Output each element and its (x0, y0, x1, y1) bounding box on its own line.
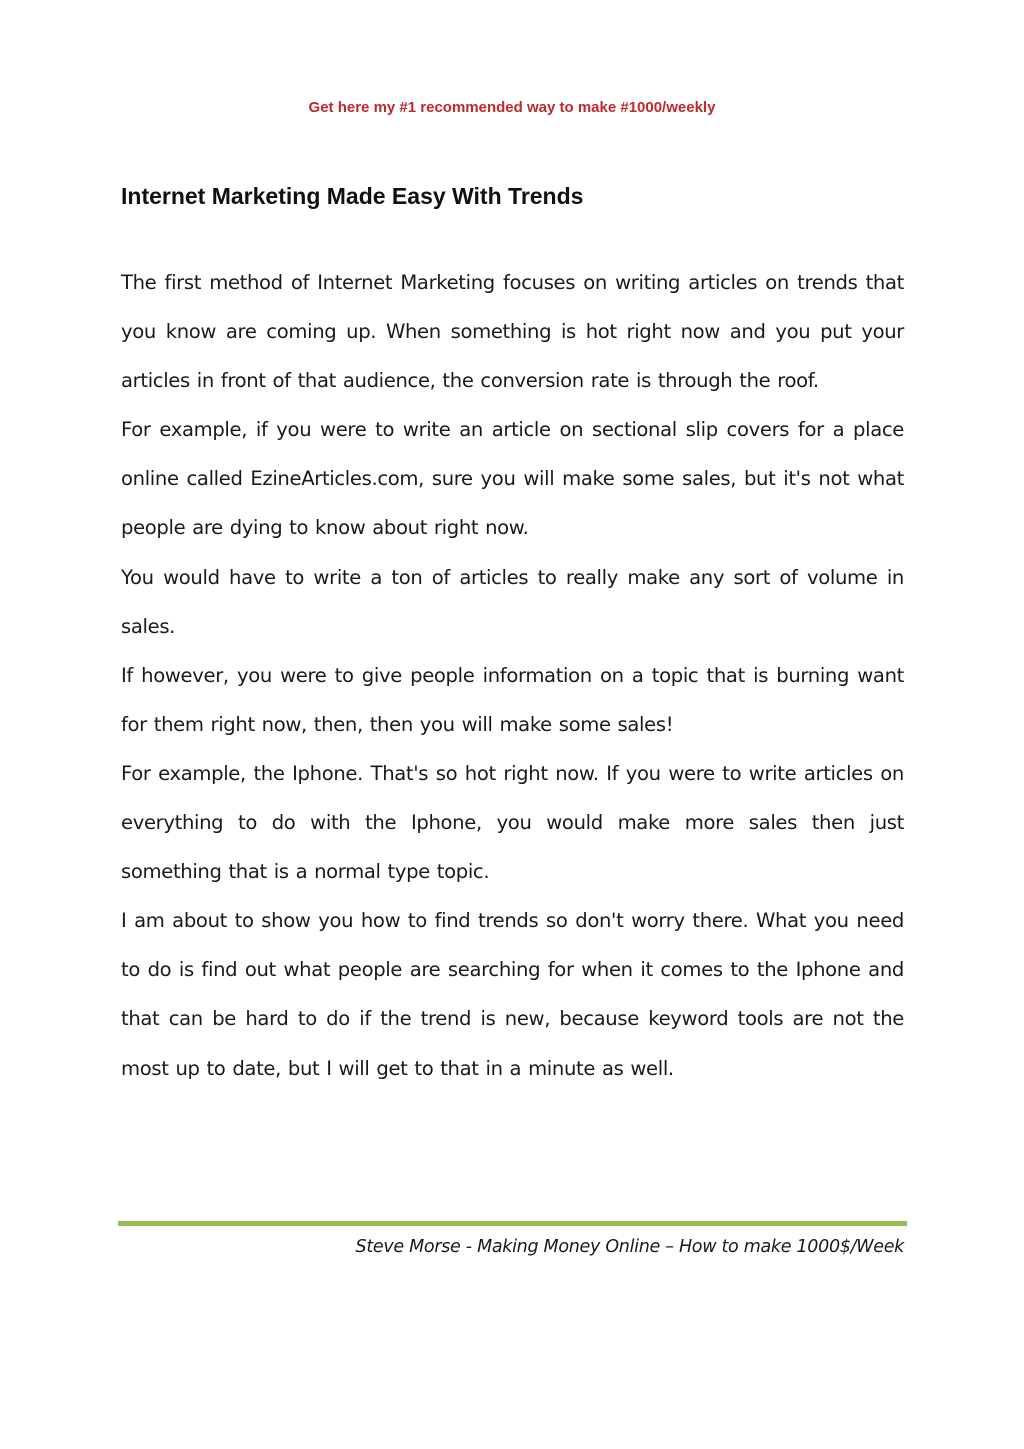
paragraph: For example, the Iphone. That's so hot right now. If you were to write articles on everything to do with the Iphone, you would make more sales then just something that is a normal type topic. (121, 761, 904, 884)
paragraph: I am about to show you how to find trends so don't worry there. What you need to do is find out what people are searching for when it comes to the Iphone and that can be hard to do if the trend is new, because keyword tools are not the most up to date, but I will get to that in a minute as well. (121, 909, 904, 1080)
paragraph: The first method of Internet Marketing focuses on writing articles on trends that you know are coming up. When something is hot right now and you put your articles in front of that audience, the conversion rate is through the roof. (121, 271, 904, 393)
paragraph: If however, you were to give people information on a topic that is burning want for them right now, then, then you will make some sales! (121, 663, 904, 736)
paragraph: For example, if you were to write an article on sectional slip covers for a place online called EzineArticles.com, sure you will make some sales, but it's not what people are dying to know about right now. (121, 418, 904, 540)
promo-link[interactable]: Get here my #1 recommended way to make #1000/weekly (308, 99, 716, 116)
article-title: Internet Marketing Made Easy With Trends (121, 183, 584, 209)
footer-divider (118, 1221, 907, 1226)
paragraph: You would have to write a ton of articles to really make any sort of volume in sales. (121, 565, 904, 638)
article-body (121, 258, 904, 1093)
page-footer: Steve Morse - Making Money Online – How to make 1000$/Week (355, 1237, 904, 1257)
